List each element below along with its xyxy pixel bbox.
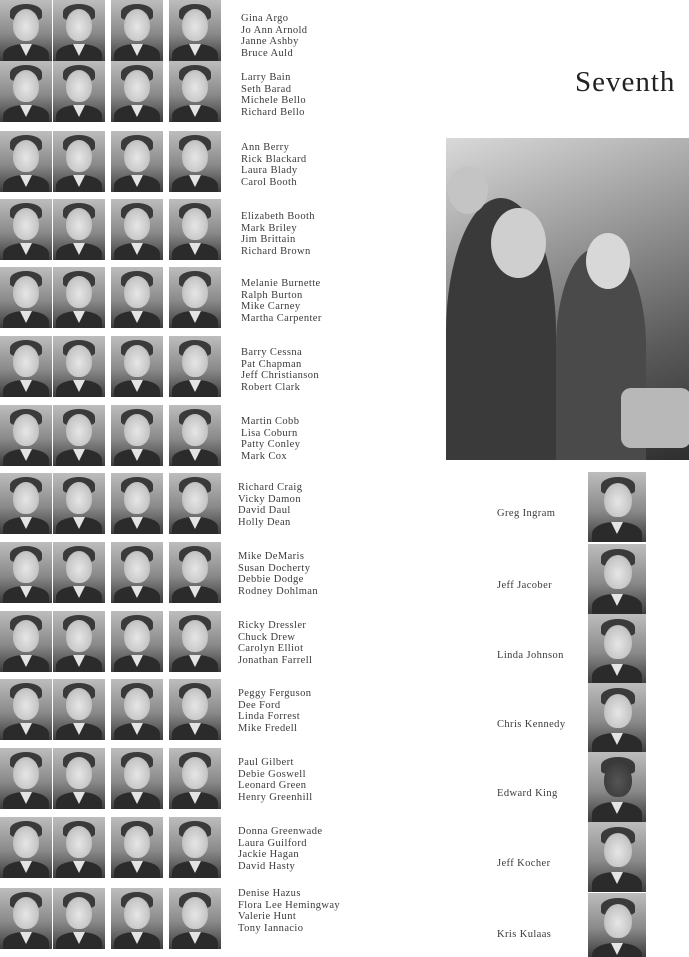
- student-portrait: [53, 199, 105, 260]
- portrait-row: [0, 817, 323, 883]
- name-list: [238, 688, 311, 734]
- portrait-row: [0, 473, 303, 539]
- student-portrait: [53, 611, 105, 672]
- name-list: [238, 482, 302, 528]
- student-name: Chuck Drew: [238, 631, 296, 643]
- student-portrait: [0, 61, 52, 122]
- student-portrait: [588, 472, 646, 542]
- portrait-row: [0, 199, 315, 265]
- student-name: Elizabeth Booth: [241, 211, 315, 222]
- student-name: Dee Ford: [238, 699, 281, 711]
- student-portrait: [0, 473, 52, 534]
- portrait-row: [0, 542, 318, 608]
- portrait-row: [0, 267, 322, 333]
- student-name: Pat Chapman: [241, 358, 302, 370]
- student-name: Peggy Ferguson: [238, 688, 312, 699]
- name-list: [241, 13, 307, 59]
- name-list: [241, 347, 319, 393]
- student-portrait: [0, 611, 52, 672]
- student-portrait: [111, 679, 163, 740]
- portrait-row: [0, 888, 341, 954]
- student-name: Jeff Kocher: [497, 858, 551, 869]
- student-name: Debie Goswell: [238, 768, 306, 780]
- student-portrait: [169, 336, 221, 397]
- student-name: Valerie Hunt: [238, 911, 297, 923]
- student-name: Robert Clark: [241, 381, 301, 393]
- student-name: Jo Ann Arnold: [241, 24, 308, 36]
- student-name: Vicky Damon: [238, 493, 301, 505]
- student-name: Jonathan Farrell: [238, 654, 313, 666]
- student-portrait: [0, 748, 52, 809]
- student-portrait: [0, 199, 52, 260]
- student-name: Ralph Burton: [241, 289, 303, 301]
- portrait-row: [0, 611, 313, 677]
- student-portrait: [169, 611, 221, 672]
- student-name: Barry Cessna: [241, 347, 303, 358]
- student-portrait: [588, 752, 646, 822]
- student-name: Gina Argo: [241, 13, 289, 24]
- student-portrait: [111, 748, 163, 809]
- student-name: Jeff Jacober: [497, 580, 553, 591]
- student-portrait: [111, 542, 163, 603]
- student-name: Kris Kulaas: [497, 929, 552, 940]
- student-name: Mark Cox: [241, 450, 288, 462]
- student-portrait: [169, 199, 221, 260]
- student-name: Janne Ashby: [241, 36, 299, 48]
- student-name: Linda Johnson: [497, 650, 564, 661]
- student-name: Debbie Dodge: [238, 574, 304, 586]
- portrait-row: [0, 405, 301, 471]
- student-portrait: [0, 679, 52, 740]
- student-portrait: [169, 131, 221, 192]
- student-name: Tony Iannacio: [238, 922, 304, 934]
- student-portrait: [111, 817, 163, 878]
- student-portrait: [169, 888, 221, 949]
- portrait-row: [0, 0, 308, 66]
- student-name: Jeff Christianson: [241, 370, 320, 382]
- student-name: Laura Blady: [241, 165, 298, 177]
- student-name: Laura Guilford: [238, 837, 307, 849]
- student-name: Denise Hazus: [238, 888, 301, 899]
- candid-class-photo: [446, 138, 689, 460]
- page-title: Seventh: [575, 66, 676, 98]
- student-portrait: [169, 473, 221, 534]
- student-portrait: [53, 131, 105, 192]
- student-portrait: [53, 542, 105, 603]
- student-name: Lisa Coburn: [241, 427, 298, 439]
- name-list: [238, 620, 312, 666]
- student-portrait: [588, 893, 646, 957]
- student-name: Ann Berry: [241, 142, 290, 153]
- student-name: Susan Docherty: [238, 562, 311, 574]
- student-portrait: [0, 888, 52, 949]
- student-portrait: [111, 199, 163, 260]
- name-list: [238, 888, 340, 934]
- student-portrait: [0, 405, 52, 466]
- student-portrait: [0, 0, 52, 61]
- name-list: [241, 142, 307, 188]
- student-name: Martin Cobb: [241, 416, 300, 427]
- name-list: [238, 551, 318, 597]
- name-list: [238, 826, 322, 872]
- student-portrait: [111, 405, 163, 466]
- student-name: Carolyn Elliot: [238, 643, 304, 655]
- student-name: Linda Forrest: [238, 711, 301, 723]
- student-portrait: [588, 614, 646, 684]
- portrait-row: [0, 679, 312, 745]
- student-portrait: [53, 679, 105, 740]
- student-portrait: [169, 267, 221, 328]
- student-name: Mike Carney: [241, 301, 301, 313]
- student-portrait: [111, 611, 163, 672]
- student-portrait: [53, 888, 105, 949]
- student-portrait: [588, 683, 646, 753]
- student-portrait: [169, 817, 221, 878]
- name-list: [238, 757, 313, 803]
- student-name: David Daul: [238, 505, 291, 517]
- portrait-row: [0, 61, 306, 127]
- student-name: Bruce Auld: [241, 47, 294, 59]
- student-portrait: [111, 267, 163, 328]
- student-portrait: [0, 817, 52, 878]
- student-portrait: [588, 544, 646, 614]
- student-name: Donna Greenwade: [238, 826, 323, 837]
- student-portrait: [53, 0, 105, 61]
- student-portrait: [169, 679, 221, 740]
- student-portrait: [588, 822, 646, 892]
- student-name: Rick Blackard: [241, 153, 307, 165]
- student-name: Michele Bello: [241, 95, 306, 107]
- name-list: [241, 416, 300, 462]
- student-portrait: [53, 817, 105, 878]
- student-portrait: [169, 748, 221, 809]
- student-portrait: [111, 131, 163, 192]
- student-name: Seth Barad: [241, 83, 292, 95]
- student-name: David Hasty: [238, 860, 296, 872]
- student-name: Jackie Hagan: [238, 849, 300, 861]
- student-name: Melanie Burnette: [241, 278, 321, 289]
- student-portrait: [111, 0, 163, 61]
- student-name: Mike DeMaris: [238, 551, 305, 562]
- student-name: Leonard Green: [238, 780, 307, 792]
- student-portrait: [169, 405, 221, 466]
- student-name: Edward King: [497, 788, 558, 799]
- portrait-row: [0, 131, 307, 197]
- student-name: Paul Gilbert: [238, 757, 294, 768]
- student-name: Chris Kennedy: [497, 719, 566, 730]
- student-portrait: [53, 473, 105, 534]
- student-portrait: [0, 336, 52, 397]
- student-name: Richard Brown: [241, 245, 311, 257]
- student-portrait: [111, 888, 163, 949]
- student-name: Patty Conley: [241, 439, 301, 451]
- student-name: Jim Brittain: [241, 234, 296, 246]
- student-portrait: [111, 336, 163, 397]
- name-list: [241, 211, 315, 257]
- student-portrait: [0, 542, 52, 603]
- student-name: Larry Bain: [241, 72, 291, 83]
- student-name: Rodney Dohlman: [238, 585, 318, 597]
- student-portrait: [53, 748, 105, 809]
- student-portrait: [111, 61, 163, 122]
- student-name: Flora Lee Hemingway: [238, 899, 341, 911]
- student-portrait: [53, 267, 105, 328]
- student-portrait: [169, 0, 221, 61]
- student-portrait: [169, 61, 221, 122]
- student-name: Mark Briley: [241, 222, 298, 234]
- student-portrait: [53, 336, 105, 397]
- student-portrait: [0, 267, 52, 328]
- student-name: Martha Carpenter: [241, 312, 322, 324]
- student-portrait: [169, 542, 221, 603]
- student-name: Holly Dean: [238, 516, 291, 528]
- student-portrait: [53, 405, 105, 466]
- student-name: Henry Greenhill: [238, 791, 313, 803]
- portrait-row: [0, 336, 320, 402]
- student-portrait: [111, 473, 163, 534]
- student-name: Richard Bello: [241, 106, 305, 118]
- name-list: [241, 278, 322, 324]
- student-name: Richard Craig: [238, 482, 303, 493]
- student-name: Mike Fredell: [238, 722, 298, 734]
- student-portrait: [0, 131, 52, 192]
- name-list: [241, 72, 306, 118]
- student-name: Carol Booth: [241, 176, 298, 188]
- student-portrait: [53, 61, 105, 122]
- student-name: Ricky Dressler: [238, 620, 307, 631]
- student-name: Greg Ingram: [497, 508, 556, 519]
- portrait-row: [0, 748, 313, 814]
